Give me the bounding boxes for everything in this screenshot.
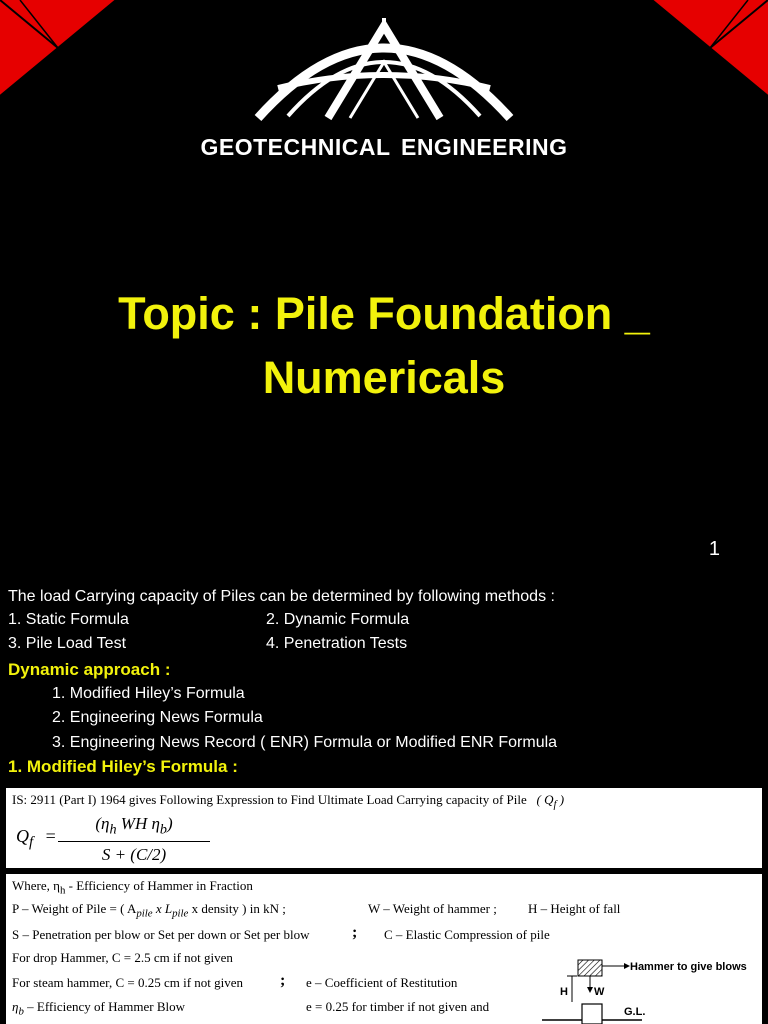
topic-title	[0, 282, 768, 410]
hiley-heading: 1. Modified Hiley’s Formula :	[8, 757, 238, 776]
def-drop-hammer: For drop Hammer, C = 2.5 cm if not given	[12, 950, 233, 965]
method-static: 1. Static Formula	[8, 611, 129, 628]
topic-line-2: Numericals	[262, 352, 506, 403]
figure-hammer-label: Hammer to give blows	[630, 961, 747, 973]
def-where: Where, $\eta_h$ - Efficiency of Hammer in Fraction	[12, 878, 253, 897]
def-pile-weight: P – Weight of Pile = ( $A_{pile}$ x $L_{pile}$ x density ) in kN ;	[12, 901, 286, 920]
semicolon-1: ;	[352, 924, 358, 941]
dynamic-item-3: 3. Engineering News Record ( ENR) Formula or Modified ENR Formula	[52, 734, 558, 751]
def-restitution: e – Coefficient of Restitution	[306, 975, 458, 990]
content-slide	[0, 576, 768, 1024]
method-load-test: 3. Pile Load Test	[8, 635, 127, 652]
formula-header: IS: 2911 (Part I) 1964 gives Following Expression to Find Ultimate Load Carrying capacity of Pile ( $Q_f$ )	[12, 792, 565, 811]
formula-numerator: ($\eta_h$ WH $\eta_b$)	[95, 814, 173, 838]
red-corner-ornament-right	[652, 0, 768, 96]
figure-h-label: H	[560, 986, 568, 998]
formula-fraction	[58, 814, 210, 865]
def-elastic-compression: C – Elastic Compression of pile	[384, 927, 550, 942]
method-dynamic: 2. Dynamic Formula	[266, 611, 410, 628]
formula-lhs: $Q_f$ =	[16, 826, 56, 851]
dynamic-item-2: 2. Engineering News Formula	[52, 709, 263, 726]
def-restitution-value: e = 0.25 for timber if not given and	[306, 999, 490, 1014]
formula-box	[6, 788, 762, 868]
formula-denominator: S + (C/2)	[101, 845, 167, 865]
intro-text: The load Carrying capacity of Piles can be determined by following methods :	[8, 588, 555, 605]
figure-gl-label: G.L.	[624, 1006, 646, 1018]
semicolon-2: ;	[280, 972, 286, 989]
dynamic-item-1: 1. Modified Hiley’s Formula	[52, 685, 245, 702]
def-penetration: S – Penetration per blow or Set per down or Set per blow	[12, 927, 310, 942]
globe-arch-logo	[248, 18, 520, 126]
subject-title: GEOTECHNICAL ENGINEERING	[200, 134, 568, 160]
def-hammer-weight: W – Weight of hammer ;	[368, 901, 497, 916]
def-steam-hammer: For steam hammer, C = 0.25 cm if not given	[12, 975, 244, 990]
dynamic-heading: Dynamic approach :	[8, 660, 171, 679]
definitions-box	[6, 874, 762, 1024]
def-fall-height: H – Height of fall	[528, 901, 621, 916]
topic-line-1: Topic : Pile Foundation _	[118, 288, 650, 339]
figure-w-label: W	[594, 986, 605, 998]
red-corner-ornament-left	[0, 0, 116, 96]
method-penetration: 4. Penetration Tests	[266, 635, 408, 652]
slide-number: 1	[708, 538, 720, 560]
def-blow-efficiency: $\eta_b$ – Efficiency of Hammer Blow	[12, 999, 186, 1018]
